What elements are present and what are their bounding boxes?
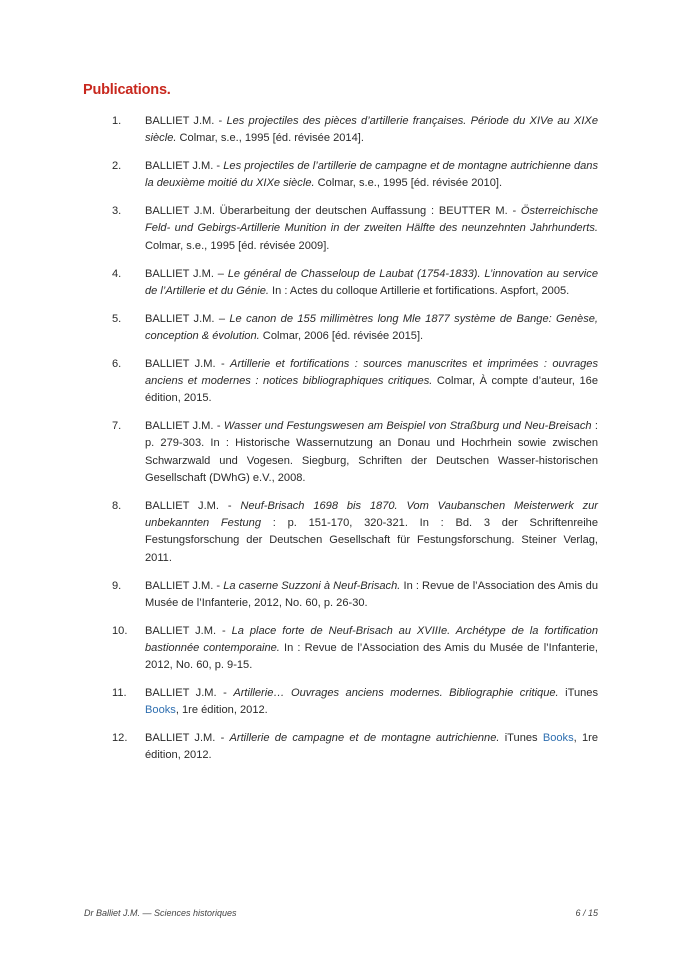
item-title: Artillerie… Ouvrages anciens modernes. Bibliographie critique. <box>233 687 559 700</box>
item-details: : p. 279-303. In : Historische Wassernutzung an Donau und Hochrhein sowie zwischen Schwarzwald und Vogesen. Siegburg, Schriften der Deutschen Wasser-historischen Gesellschaft (DWhG) e.V., 2008. <box>145 420 598 485</box>
item-details: Colmar, s.e., 1995 [éd. révisée 2010]. <box>314 177 503 190</box>
page-footer <box>84 908 598 918</box>
item-details: In : Revue de l’Association des Amis du Musée de l’Infanterie, 2012, No. 60, p. 9-15. <box>145 641 598 672</box>
item-title: Wasser und Festungswesen am Beispiel von Straßburg und Neu-Breisach <box>223 420 592 433</box>
item-details: In : Revue de l’Association des Amis du Musée de l’Infanterie, 2012, No. 60, p. 26-30. <box>145 579 599 609</box>
item-author: BALLIET J.M. – <box>145 267 228 280</box>
item-details: Colmar, s.e., 1995 [éd. révisée 2014]. <box>176 132 364 145</box>
item-number: 2. <box>112 160 122 173</box>
list-item <box>112 266 598 301</box>
item-details: In : Actes du colloque Artillerie et fortifications. Aspfort, 2005. <box>268 284 570 297</box>
item-title: Le général de Chasseloup de Laubat (1754-1833). L’innovation au service de l’Artillerie et du Génie. <box>145 267 598 297</box>
item-number: 3. <box>112 205 122 218</box>
item-title: La place forte de Neuf-Brisach au XVIIIe. Archétype de la fortification bastionnée contemporaine. <box>145 624 598 654</box>
footer-author: Dr Balliet J.M. — Sciences historiques <box>84 908 237 918</box>
publications-heading: Publications. <box>83 82 171 98</box>
item-title: Les projectiles des pièces d’artillerie françaises. Période du XIVe au XIXe siècle. <box>145 115 598 145</box>
item-author: BALLIET J.M. - <box>145 160 224 173</box>
item-edition: , 1re édition, 2012. <box>145 732 598 762</box>
item-title: Artillerie de campagne et de montagne autrichienne. <box>229 732 500 745</box>
list-item <box>112 158 598 193</box>
item-title: Les projectiles de l’artillerie de campagne et de montagne autrichienne dans la deuxième moitié du XIXe siècle. <box>145 160 599 190</box>
books-link[interactable]: Books <box>145 704 176 717</box>
item-author: BALLIET J.M. - <box>145 115 227 127</box>
item-author: BALLIET J.M. - <box>145 687 234 700</box>
list-item <box>112 578 598 613</box>
item-author: BALLIET J.M. - <box>145 357 231 370</box>
item-title: Neuf-Brisach 1698 bis 1870. Vom Vaubanschen Meisterwerk zur unbekannten Festung <box>145 499 598 530</box>
item-number: 9. <box>112 579 122 592</box>
page-number: 6 / 15 <box>575 908 598 918</box>
item-edition: , 1re édition, 2012. <box>175 704 268 717</box>
item-number: 11. <box>112 687 127 700</box>
item-number: 1. <box>112 115 122 127</box>
item-author: BALLIET J.M. - <box>145 732 230 745</box>
item-title: La caserne Suzzoni à Neuf-Brisach. <box>223 579 401 592</box>
item-number: 12. <box>112 732 128 745</box>
item-author: BALLIET J.M. Überarbeitung der deutschen Auffassung : BEUTTER M. - <box>145 205 521 218</box>
item-details: iTunes <box>499 732 543 745</box>
list-item <box>112 356 598 408</box>
item-number: 6. <box>112 357 122 370</box>
list-item <box>112 311 598 346</box>
item-details: Colmar, À compte d’auteur, 16e édition, 2015. <box>145 375 598 405</box>
item-author: BALLIET J.M. - <box>145 420 224 433</box>
item-details: Colmar, s.e., 1995 [éd. révisée 2009]. <box>145 239 330 252</box>
list-item <box>112 203 598 255</box>
item-title: Artillerie et fortifications : sources manuscrites et imprimées : ouvrages anciens et modernes : notices bibliographiques critiques. <box>145 357 598 388</box>
item-details: iTunes <box>558 687 599 700</box>
list-item <box>112 730 598 765</box>
list-item <box>112 418 598 487</box>
item-details: : p. 151-170, 320-321. In : Bd. 3 der Schriftenreihe Festungsforschung der Deutschen Gesellschaft für Festungsforschung. Steiner Verlag, 2011. <box>145 517 599 564</box>
item-number: 4. <box>112 267 122 280</box>
item-author: BALLIET J.M. - <box>145 499 241 512</box>
list-item <box>112 498 598 567</box>
list-item <box>112 623 598 675</box>
item-number: 8. <box>112 499 122 512</box>
list-item <box>112 113 598 148</box>
item-details: Colmar, 2006 [éd. révisée 2015]. <box>259 329 424 342</box>
list-item <box>112 685 598 720</box>
books-link[interactable]: Books <box>542 732 574 745</box>
item-number: 7. <box>112 420 122 433</box>
item-author: BALLIET J.M. – <box>145 312 230 325</box>
item-number: 10. <box>112 624 128 637</box>
publications-list <box>112 113 598 775</box>
item-number: 5. <box>112 312 122 325</box>
item-author: BALLIET J.M. - <box>145 624 232 637</box>
item-title: Le canon de 155 millimètres long Mle 1877 système de Bange: Genèse, conception & évolution. <box>145 312 598 342</box>
item-author: BALLIET J.M. - <box>145 579 224 592</box>
item-title: Österreichische Feld- und Gebirgs-Artillerie Munition in der zweiten Hälfte des neunzehnten Jahrhunderts. <box>145 205 598 235</box>
